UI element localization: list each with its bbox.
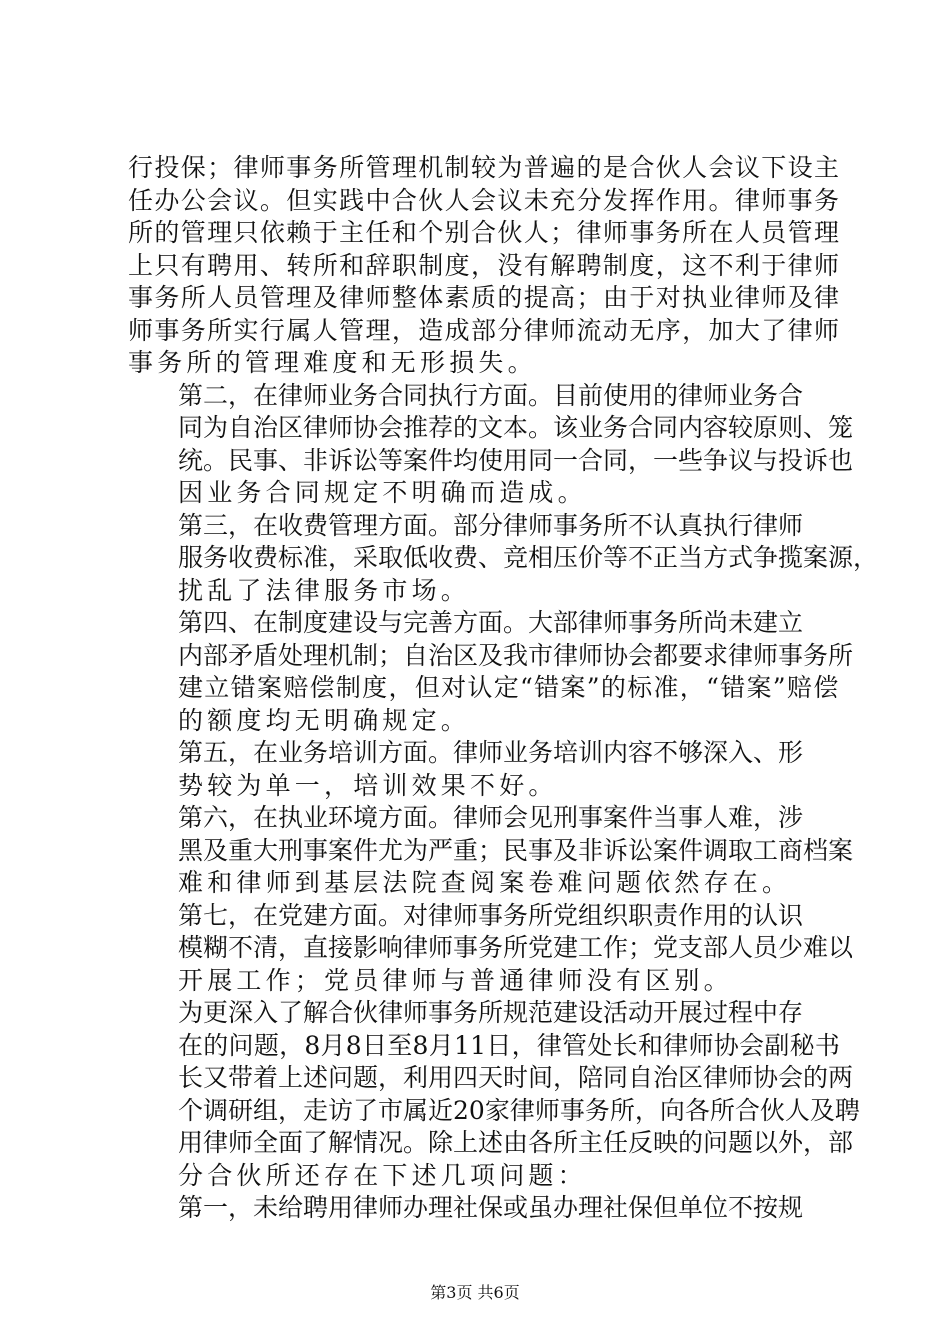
text-line: 为更深入了解合伙律师事务所规范建设活动开展过程中存	[178, 998, 804, 1027]
document-body	[128, 152, 879, 1225]
paragraph	[128, 607, 854, 737]
text-line: 难和律师到基层法院查阅案卷难问题依然存在。	[178, 868, 792, 897]
text-line: 建立错案赔偿制度，但对认定“错案”的标准，“错案”赔偿	[178, 673, 840, 702]
text-line: 行投保；律师事务所管理机制较为普遍的是合伙人会议下设主	[128, 153, 841, 182]
text-line: 模糊不清，直接影响律师事务所党建工作；党支部人员少难以	[178, 933, 854, 962]
text-line: 长又带着上述问题，利用四天时间，陪同自治区律师协会的两	[178, 1063, 854, 1092]
text-line: 用律师全面了解情况。除上述由各所主任反映的问题以外，部	[178, 1128, 854, 1157]
text-line: 任办公会议。但实践中合伙人会议未充分发挥作用。律师事务	[128, 185, 841, 215]
text-line: 师事务所实行属人管理，造成部分律师流动无序，加大了律师	[128, 315, 841, 345]
text-line: 的额度均无明确规定。	[178, 705, 471, 735]
text-line: 统。民事、非诉讼等案件均使用同一合同，一些争议与投诉也	[178, 445, 854, 475]
text-line: 第四、在制度建设与完善方面。大部律师事务所尚未建立	[178, 608, 804, 637]
paragraph	[128, 510, 879, 608]
text-line: 第七，在党建方面。对律师事务所党组织职责作用的认识	[178, 900, 804, 930]
paragraph	[128, 152, 840, 380]
text-line: 服务收费标准，采取低收费、竞相压价等不正当方式争揽案源，	[178, 543, 879, 572]
text-line: 事务所人员管理及律师整体素质的提高；由于对执业律师及律	[128, 283, 841, 312]
paragraph	[128, 380, 854, 510]
text-line: 同为自治区律师协会推荐的文本。该业务合同内容较原则、笼	[178, 413, 854, 442]
text-line: 开展工作；党员律师与普通律师没有区别。	[178, 965, 733, 995]
text-line: 因业务合同规定不明确而造成。	[178, 478, 587, 507]
text-line: 内部矛盾处理机制；自治区及我市律师协会都要求律师事务所	[178, 640, 854, 670]
text-line: 所的管理只依赖于主任和个别合伙人；律师事务所在人员管理	[128, 218, 841, 247]
text-line: 个调研组，走访了市属近20家律师事务所，向各所合伙人及聘	[178, 1095, 860, 1125]
page-footer	[0, 1280, 950, 1303]
text-line: 第五，在业务培训方面。律师业务培训内容不够深入、形	[178, 738, 804, 767]
text-line: 势较为单一，培训效果不好。	[178, 770, 558, 800]
paragraph	[128, 900, 854, 998]
text-line: 分合伙所还存在下述几项问题：	[178, 1160, 587, 1190]
paragraph	[128, 1192, 840, 1225]
text-line: 第六，在执业环境方面。律师会见刑事案件当事人难，涉	[178, 803, 804, 832]
text-line: 上只有聘用、转所和辞职制度，没有解聘制度，这不利于律师	[128, 250, 841, 280]
paragraph	[128, 737, 840, 802]
page-number-label: 第3页 共6页	[430, 1283, 520, 1302]
text-line: 黑及重大刑事案件尤为严重；民事及非诉讼案件调取工商档案	[178, 835, 854, 865]
text-line: 第二，在律师业务合同执行方面。目前使用的律师业务合	[178, 380, 804, 410]
text-line: 第一，未给聘用律师办理社保或虽办理社保但单位不按规	[178, 1193, 804, 1222]
text-line: 在的问题，8月8日至8月11日，律管处长和律师协会副秘书	[178, 1030, 841, 1060]
text-line: 事务所的管理难度和无形损失。	[128, 348, 537, 377]
paragraph	[128, 802, 854, 900]
text-line: 第三，在收费管理方面。部分律师事务所不认真执行律师	[178, 510, 804, 540]
paragraph	[128, 997, 860, 1192]
text-line: 扰乱了法律服务市场。	[178, 575, 471, 605]
